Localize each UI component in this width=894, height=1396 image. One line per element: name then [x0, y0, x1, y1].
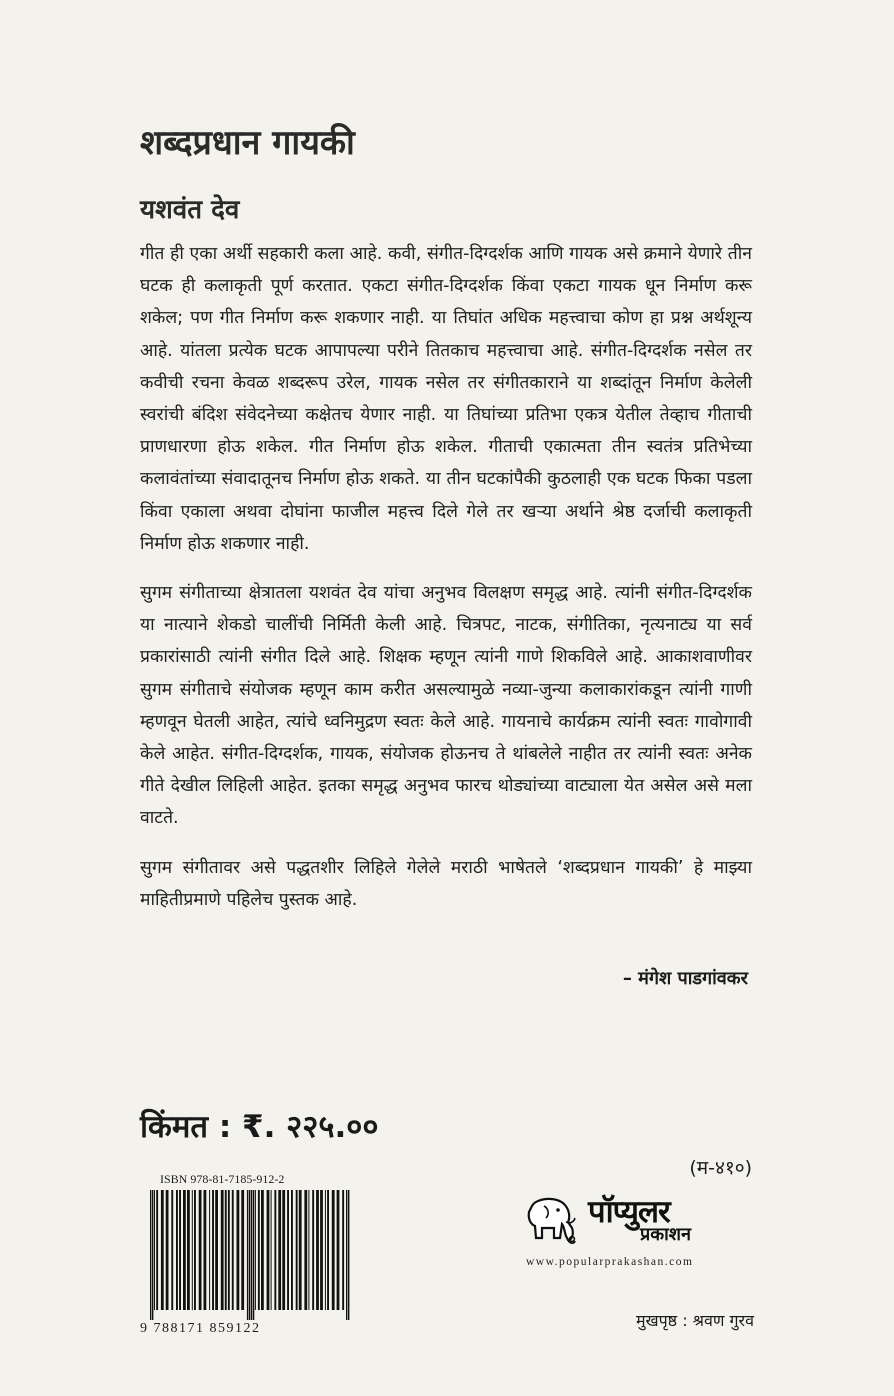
- book-title: शब्दप्रधान गायकी: [140, 123, 355, 163]
- isbn-label: ISBN 978-81-7185-912-2: [160, 1172, 285, 1186]
- blurb-paragraph: गीत ही एका अर्थी सहकारी कला आहे. कवी, संगीत-दिग्दर्शक आणि गायक असे क्रमाने येणारे तीन घटक ही कलाकृती पूर्ण करतात. एकटा संगीत-दिग्दर्शक किंवा एकटा गायक धून निर्माण करू शकेल; पण गीत निर्माण करू शकणार नाही. या तिघांत अधिक महत्त्वाचा कोण हा प्रश्न अर्थशून्य आहे. यांतला प्रत्येक घटक आपापल्या परीने तितकाच महत्त्वाचा आहे. संगीत-दिग्दर्शक नसेल तर कवीची रचना केवळ शब्दरूप उरेल, गायक नसेल तर संगीतकाराने या शब्दांतून निर्माण केलेली स्वरांची बंदिश संवेदनेच्या कक्षेतच येणार नाही. या तिघांच्या प्रतिभा एकत्र येतील तेव्हाच गीताची प्राणधारणा होऊ शकेल. गीत निर्माण होऊ शकेल. गीताची एकात्मता तीन स्वतंत्र प्रतिभेच्या कलावंतांच्या संवादातूनच निर्माण होऊ शकते. या तीन घटकांपैकी कुठलाही एक घटक फिका पडला किंवा एकाला अथवा दोघांना फाजील महत्त्व दिले गेले तर खऱ्या अर्थाने श्रेष्ठ दर्जाची कलाकृती निर्माण होऊ शकणार नाही.: [140, 244, 752, 554]
- cover-credit: मुखपृष्ठ : श्रवण गुरव: [635, 1311, 754, 1330]
- publisher-logo: [520, 1192, 756, 1252]
- blurb: [140, 238, 752, 933]
- price: किंमत : ₹. २२५.००: [140, 1109, 379, 1145]
- blurb-signature: – मंगेश पाडगांवकर: [622, 968, 748, 989]
- publisher-subname: प्रकाशन: [640, 1224, 691, 1245]
- blurb-paragraph: सुगम संगीताच्या क्षेत्रातला यशवंत देव यांचा अनुभव विलक्षण समृद्ध आहे. त्यांनी संगीत-दिग्दर्शक या नात्याने शेकडो चालींची निर्मिती केली आहे. चित्रपट, नाटक, संगीतिका, नृत्यनाट्य या सर्व प्रकारांसाठी त्यांनी संगीत दिले आहे. शिक्षक म्हणून त्यांनी गाणे शिकविले आहे. आकाशवाणीवर सुगम संगीताचे संयोजक म्हणून काम करीत असल्यामुळे नव्या-जुन्या कलाकारांकडून त्यांनी गाणी म्हणवून घेतली आहेत, त्यांचे ध्वनिमुद्रण स्वतः केले आहे. गायनाचे कार्यक्रम त्यांनी स्वतः गावोगावी केले आहेत. संगीत-दिग्दर्शक, गायक, संयोजक होऊनच ते थांबलेले नाहीत तर त्यांनी स्वतः अनेक गीते देखील लिहिली आहेत. इतका समृद्ध अनुभव फारच थोड्यांच्या वाट्याला येत असेल असे मला वाटते.: [140, 583, 752, 829]
- publisher-code: (म-४१०): [689, 1157, 752, 1179]
- book-author: यशवंत देव: [140, 195, 240, 225]
- publisher-name: पॉप्युलर: [588, 1194, 670, 1230]
- blurb-paragraph: सुगम संगीतावर असे पद्धतशीर लिहिले गेलेले मराठी भाषेतले ‘शब्दप्रधान गायकी’ हे माझ्या माहितीप्रमाणे पहिलेच पुस्तक आहे.: [140, 857, 752, 910]
- barcode-digits: 9 788171 859122: [140, 1321, 261, 1336]
- elephant-icon: [520, 1194, 584, 1248]
- barcode: [140, 1190, 361, 1320]
- publisher-website: www.popularprakashan.com: [526, 1256, 694, 1268]
